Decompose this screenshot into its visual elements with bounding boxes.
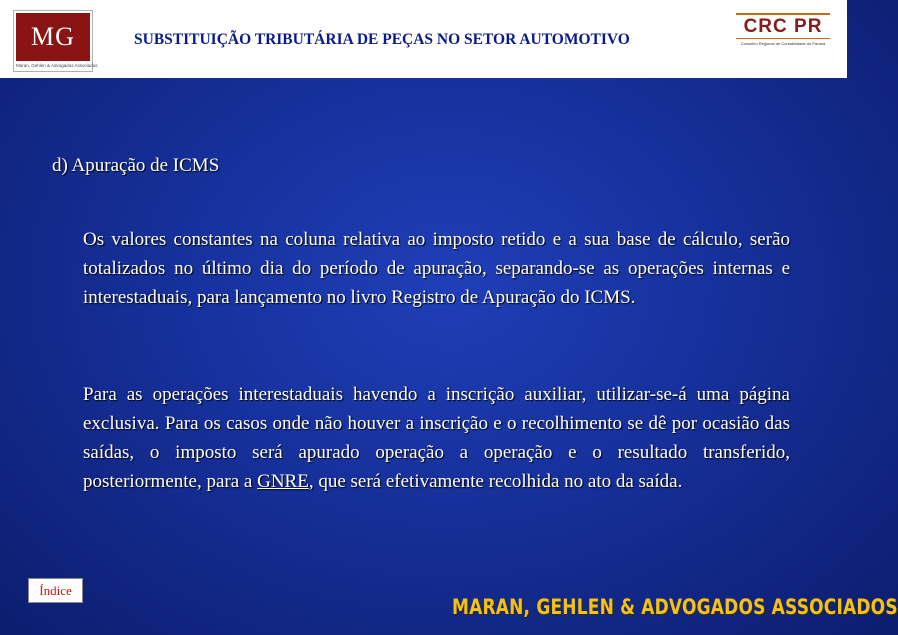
crc-logo-rule [736,13,830,15]
crc-logo-caption: Conselho Regional de Contabilidade do Paraná [740,41,826,46]
paragraph-interestaduais [83,380,790,496]
footer-brand: MARAN, GEHLEN & ADVOGADOS ASSOCIADOS [452,595,898,620]
slide-header [0,0,847,78]
paragraph-apuracao: Os valores constantes na coluna relativa ao imposto retido e a sua base de cálculo, serão totalizados no último dia do período de apuração, separando-se as operações internas e interestaduais, para lançamento no livro Registro de Apuração do ICMS. [83,229,790,308]
mg-logo [13,10,98,72]
crc-logo-rule [736,38,830,39]
paragraph-text: Para as operações interestaduais havendo a inscrição auxiliar, utilizar-se-á uma página exclusiva. Para os casos onde não houver a inscrição e o recolhimento se dê por ocasião das saídas, o imposto será apurado operação a operação e o resultado transferido, posteriormente, para a [83,384,790,492]
mg-logo-mark: MG [16,13,90,61]
mg-logo-caption: Maran, Gehlen & Advogados Associados [16,63,98,68]
paragraph-text: , que será efetivamente recolhida no ato da saída. [308,471,683,492]
crc-pr-logo [730,8,836,50]
crc-logo-mark: CRC PR [743,16,823,37]
gnre-link[interactable]: GNRE [257,471,309,492]
index-button[interactable]: Índice [28,578,83,603]
slide-title: SUBSTITUIÇÃO TRIBUTÁRIA DE PEÇAS NO SETOR AUTOMOTIVO [134,31,630,48]
section-heading: d) Apuração de ICMS [52,155,220,176]
